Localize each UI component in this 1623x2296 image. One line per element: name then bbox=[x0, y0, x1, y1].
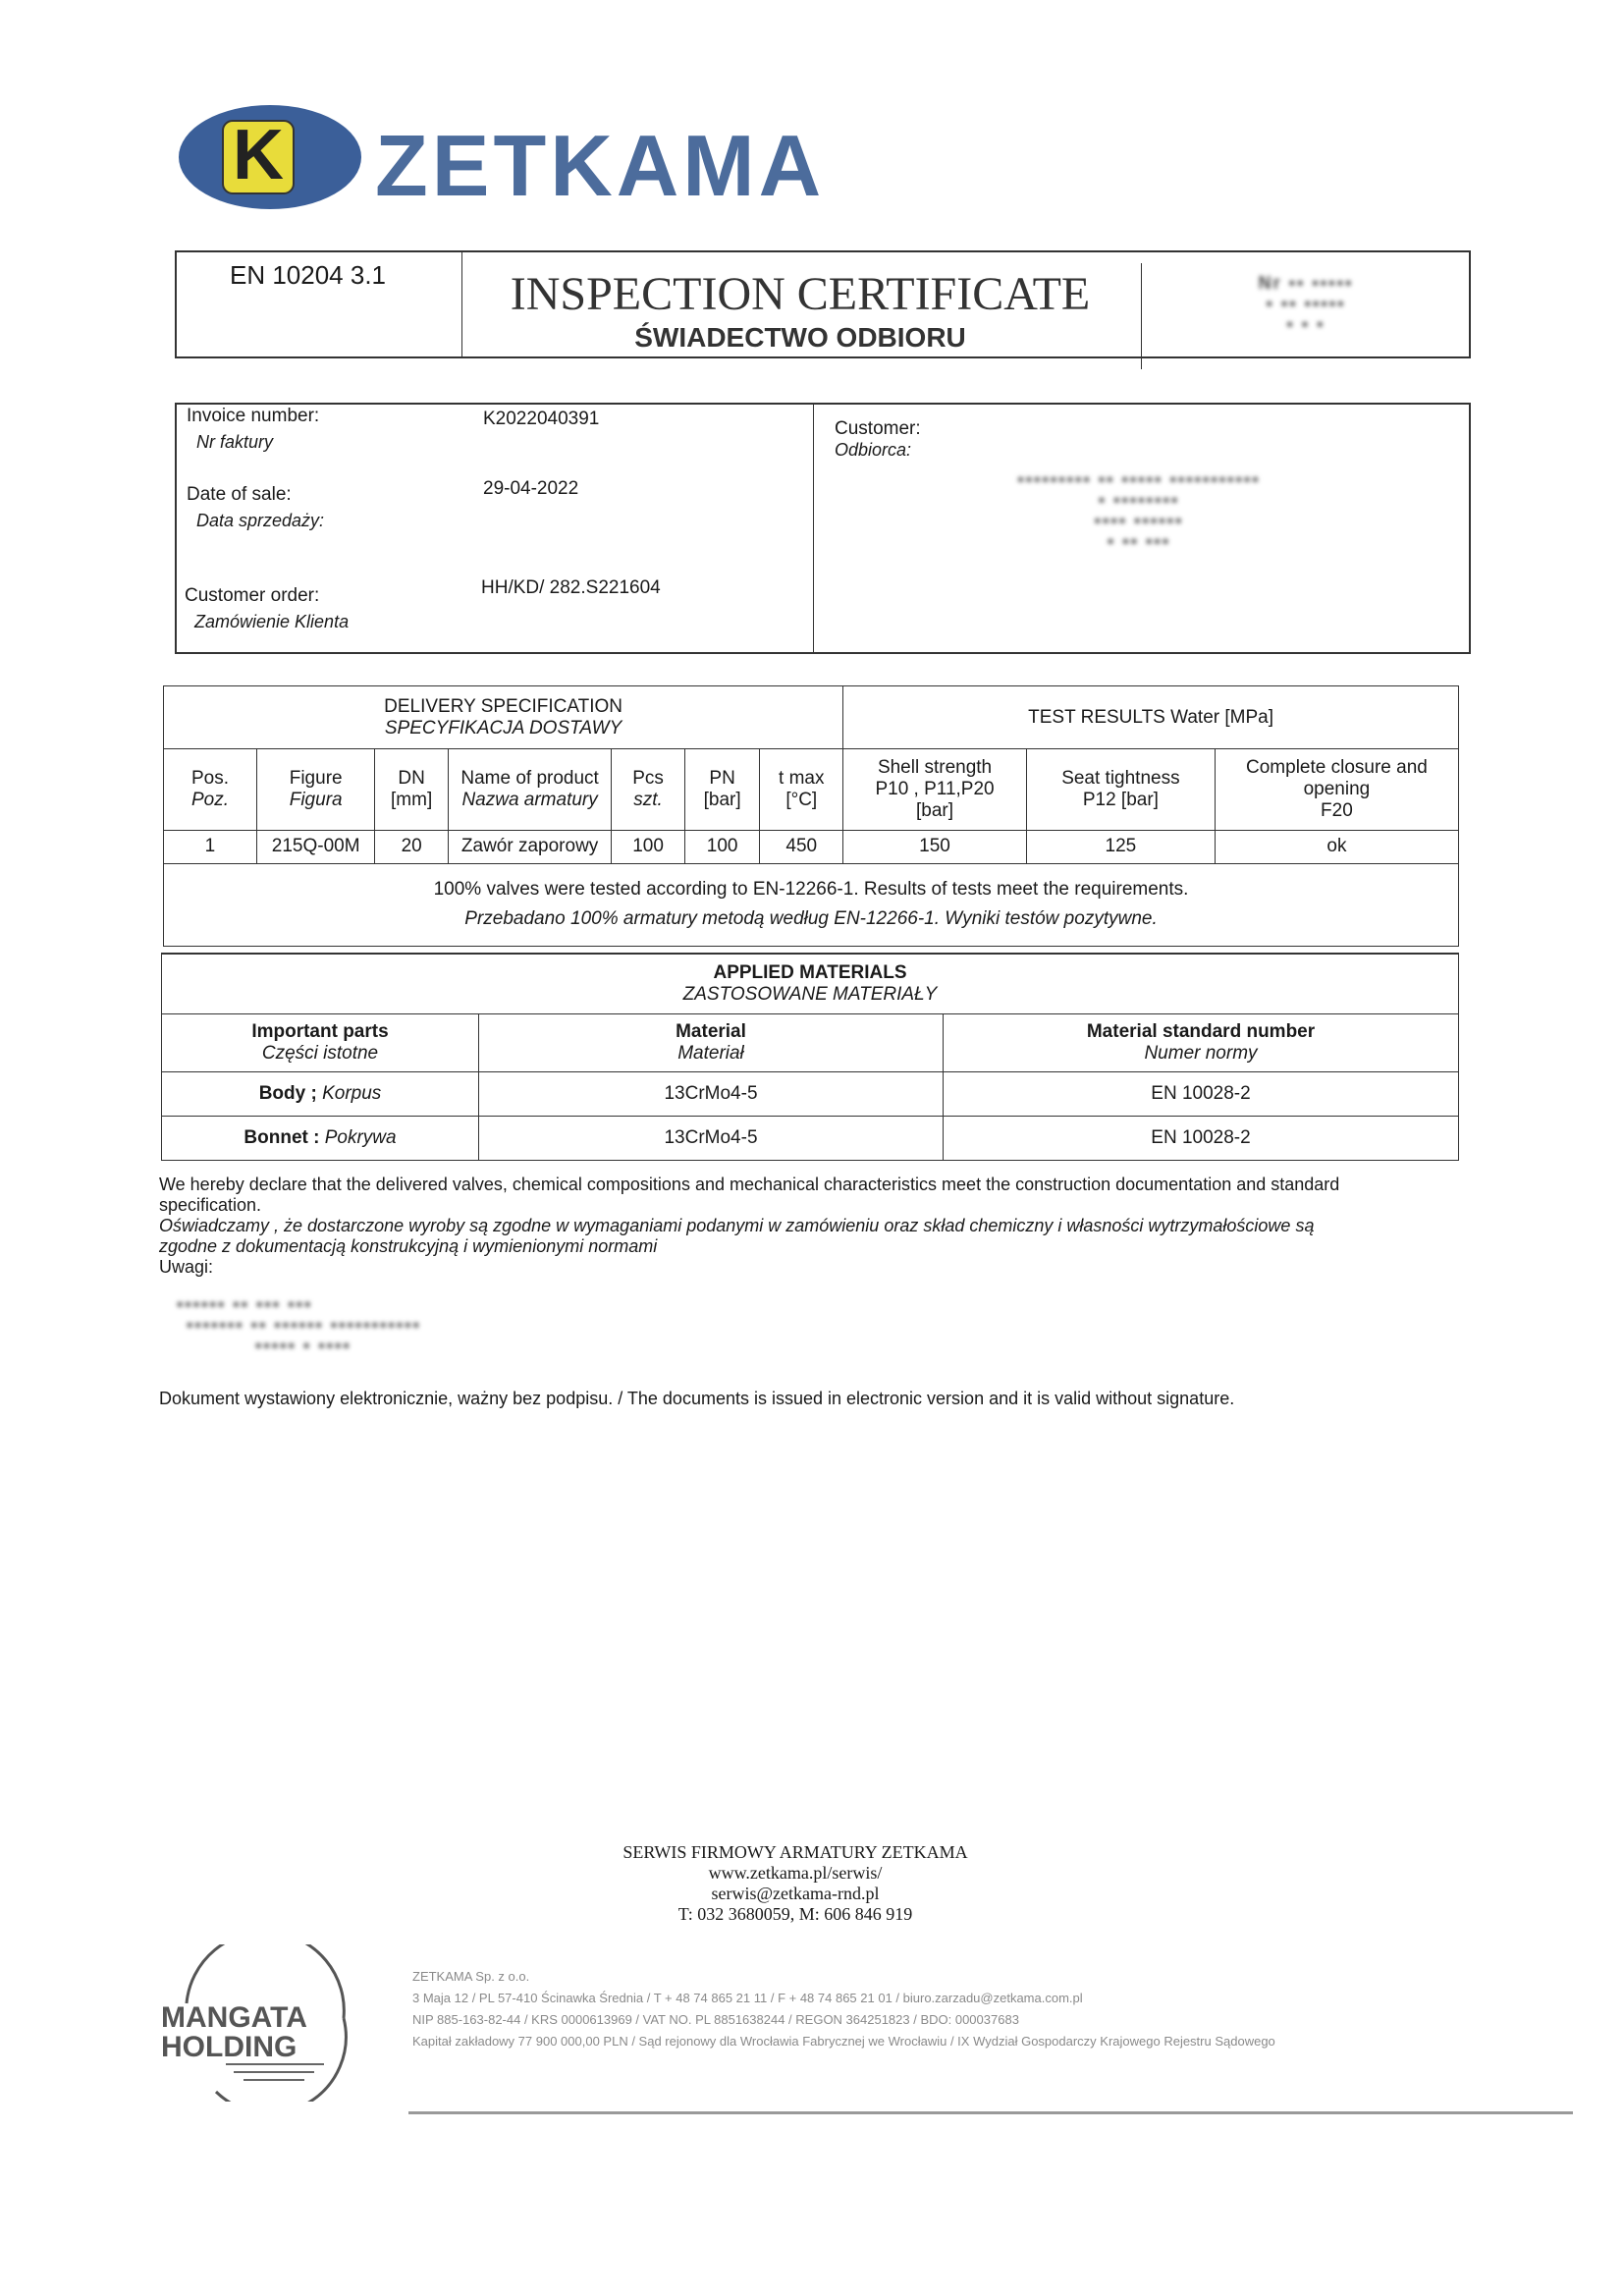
row-pos: 1 bbox=[164, 830, 257, 863]
table-row bbox=[162, 1117, 1459, 1161]
materials-heading-cell bbox=[162, 954, 1459, 1013]
row-pn: 100 bbox=[684, 830, 760, 863]
service-phone: T: 032 3680059, M: 606 846 919 bbox=[677, 1904, 913, 1924]
holding-name-1: MANGATA bbox=[161, 2001, 307, 2034]
date-label-pl: Data sprzedaży: bbox=[196, 511, 325, 530]
test-results-heading: TEST RESULTS Water [MPa] bbox=[1028, 706, 1273, 728]
col-closure: Complete closure and opening F20 bbox=[1215, 749, 1458, 830]
delivery-heading-cell bbox=[164, 686, 843, 749]
bonnet-part: Bonnet : Pokrywa bbox=[162, 1117, 479, 1161]
service-title: SERWIS FIRMOWY ARMATURY ZETKAMA bbox=[622, 1842, 968, 1862]
col-pcs: Pcs szt. bbox=[612, 749, 685, 830]
invoice-label: Invoice number: bbox=[187, 406, 320, 426]
materials-table bbox=[161, 953, 1459, 1161]
company-logo bbox=[177, 103, 363, 211]
footer-rule bbox=[408, 2111, 1573, 2114]
test-note-cell bbox=[164, 863, 1459, 946]
test-note-pl: Przebadano 100% armatury metodą według EN-12266-1. Wyniki testów pozytywne. bbox=[464, 908, 1158, 930]
logo-letter: K bbox=[233, 116, 284, 194]
customer-label-pl: Odbiorca: bbox=[835, 440, 912, 460]
certificate-subtitle: ŚWIADECTWO ODBIORU bbox=[634, 322, 966, 353]
invoice-label-pl: Nr faktury bbox=[196, 432, 274, 452]
declaration-pl-1: Oświadczamy , że dostarczone wyroby są zgodne w wymaganiami podanymi w zamówieniu oraz skład chemiczny i własności wytrzymałościowe są bbox=[159, 1216, 1315, 1235]
col-material: Material Materiał bbox=[479, 1013, 944, 1071]
col-figure: Figure Figura bbox=[256, 749, 374, 830]
row-pcs: 100 bbox=[612, 830, 685, 863]
declaration-pl-2: zgodne z dokumentacją konstrukcyjną i wymienionymi normami bbox=[159, 1236, 658, 1256]
row-shell: 150 bbox=[843, 830, 1027, 863]
col-material-standard: Material standard number Numer normy bbox=[944, 1013, 1459, 1071]
materials-heading: APPLIED MATERIALS bbox=[713, 961, 907, 983]
service-website: www.zetkama.pl/serwis/ bbox=[708, 1863, 883, 1883]
bonnet-standard: EN 10028-2 bbox=[944, 1117, 1459, 1161]
body-standard: EN 10028-2 bbox=[944, 1072, 1459, 1117]
table-row bbox=[162, 1072, 1459, 1117]
delivery-column-headers bbox=[164, 749, 1459, 830]
electronic-document-note: Dokument wystawiony elektronicznie, ważny bez podpisu. / The documents is issued in electronic version and it is valid without signature. bbox=[159, 1389, 1235, 1408]
row-dn: 20 bbox=[375, 830, 449, 863]
col-shell-strength: Shell strength P10 , P11,P20 [bar] bbox=[843, 749, 1027, 830]
declaration-en-2: specification. bbox=[159, 1195, 262, 1215]
standard-code: EN 10204 3.1 bbox=[230, 260, 387, 290]
order-value: HH/KD/ 282.S221604 bbox=[481, 577, 661, 598]
order-label: Customer order: bbox=[185, 585, 320, 606]
company-capital: Kapitał zakładowy 77 900 000,00 PLN / Sąd rejonowy dla Wrocławia Fabrycznej we Wrocławiu / IX Wydział Gospodarczy Krajowego Rejestru Sądowego bbox=[412, 2034, 1275, 2049]
holding-name-2: HOLDING bbox=[161, 2031, 298, 2063]
row-seat: 125 bbox=[1026, 830, 1215, 863]
service-email: serwis@zetkama-rnd.pl bbox=[711, 1884, 880, 1903]
bonnet-material: 13CrMo4-5 bbox=[479, 1117, 944, 1161]
test-note-en: 100% valves were tested according to EN-12266-1. Results of tests meet the requirements. bbox=[433, 879, 1189, 901]
order-label-pl: Zamówienie Klienta bbox=[194, 612, 350, 631]
remarks-redacted: ▪▪▪▪▪▪ ▪▪ ▪▪▪ ▪▪▪ ▪▪▪▪▪▪▪ ▪▪ ▪▪▪▪▪▪ ▪▪▪▪▪▪▪▪▪▪▪ ▪▪▪▪▪ ▪ ▪▪▪▪ bbox=[177, 1294, 421, 1355]
test-results-heading-cell bbox=[843, 686, 1459, 749]
document-number: Nr ▪▪ ▪▪▪▪▪ ▪ ▪▪ ▪▪▪▪▪ ▪ ▪ ▪ bbox=[1258, 273, 1354, 334]
col-product-name: Name of product Nazwa armatury bbox=[448, 749, 611, 830]
delivery-heading-pl: SPECYFIKACJA DOSTAWY bbox=[384, 717, 622, 738]
declaration bbox=[159, 1175, 1435, 1278]
row-tmax: 450 bbox=[760, 830, 843, 863]
col-tmax: t max [°C] bbox=[760, 749, 843, 830]
row-closure: ok bbox=[1215, 830, 1458, 863]
row-product: Zawór zaporowy bbox=[448, 830, 611, 863]
delivery-table bbox=[163, 685, 1459, 947]
materials-heading-pl: ZASTOSOWANE MATERIAŁY bbox=[682, 983, 938, 1005]
remarks-label: Uwagi: bbox=[159, 1257, 214, 1277]
holding-logo bbox=[157, 1944, 363, 2102]
col-seat-tightness: Seat tightness P12 [bar] bbox=[1026, 749, 1215, 830]
declaration-en-1: We hereby declare that the delivered valves, chemical compositions and mechanical characteristics meet the construction documentation and standard bbox=[159, 1175, 1340, 1194]
company-details bbox=[412, 1966, 1571, 2052]
table-row bbox=[164, 830, 1459, 863]
brand-name: ZETKAMA bbox=[375, 117, 826, 214]
company-registration: NIP 885-163-82-44 / KRS 0000613969 / VAT NO. PL 8851638244 / REGON 364251823 / BDO: 000037683 bbox=[412, 2012, 1019, 2027]
invoice-value: K2022040391 bbox=[483, 409, 600, 429]
company-name: ZETKAMA Sp. z o.o. bbox=[412, 1969, 530, 1984]
company-address: 3 Maja 12 / PL 57-410 Ścinawka Średnia / T + 48 74 865 21 11 / F + 48 74 865 21 01 / biuro.zarzadu@zetkama.com.pl bbox=[412, 1991, 1083, 2005]
col-pn: PN [bar] bbox=[684, 749, 760, 830]
certificate-title: INSPECTION CERTIFICATE bbox=[510, 268, 1091, 320]
service-info bbox=[491, 1842, 1100, 1925]
customer-address: ▪▪▪▪▪▪▪▪▪ ▪▪ ▪▪▪▪▪ ▪▪▪▪▪▪▪▪▪▪▪ ▪ ▪▪▪▪▪▪▪▪ ▪▪▪▪ ▪▪▪▪▪▪ ▪ ▪▪ ▪▪▪ bbox=[1017, 469, 1261, 551]
customer-label: Customer: bbox=[835, 418, 921, 439]
col-pos: Pos. Poz. bbox=[164, 749, 257, 830]
col-important-parts: Important parts Części istotne bbox=[162, 1013, 479, 1071]
delivery-heading: DELIVERY SPECIFICATION bbox=[384, 695, 622, 717]
body-material: 13CrMo4-5 bbox=[479, 1072, 944, 1117]
row-figure: 215Q-00M bbox=[256, 830, 374, 863]
col-dn: DN [mm] bbox=[375, 749, 449, 830]
date-value: 29-04-2022 bbox=[483, 478, 579, 499]
body-part: Body ; Korpus bbox=[162, 1072, 479, 1117]
date-label: Date of sale: bbox=[187, 484, 292, 505]
